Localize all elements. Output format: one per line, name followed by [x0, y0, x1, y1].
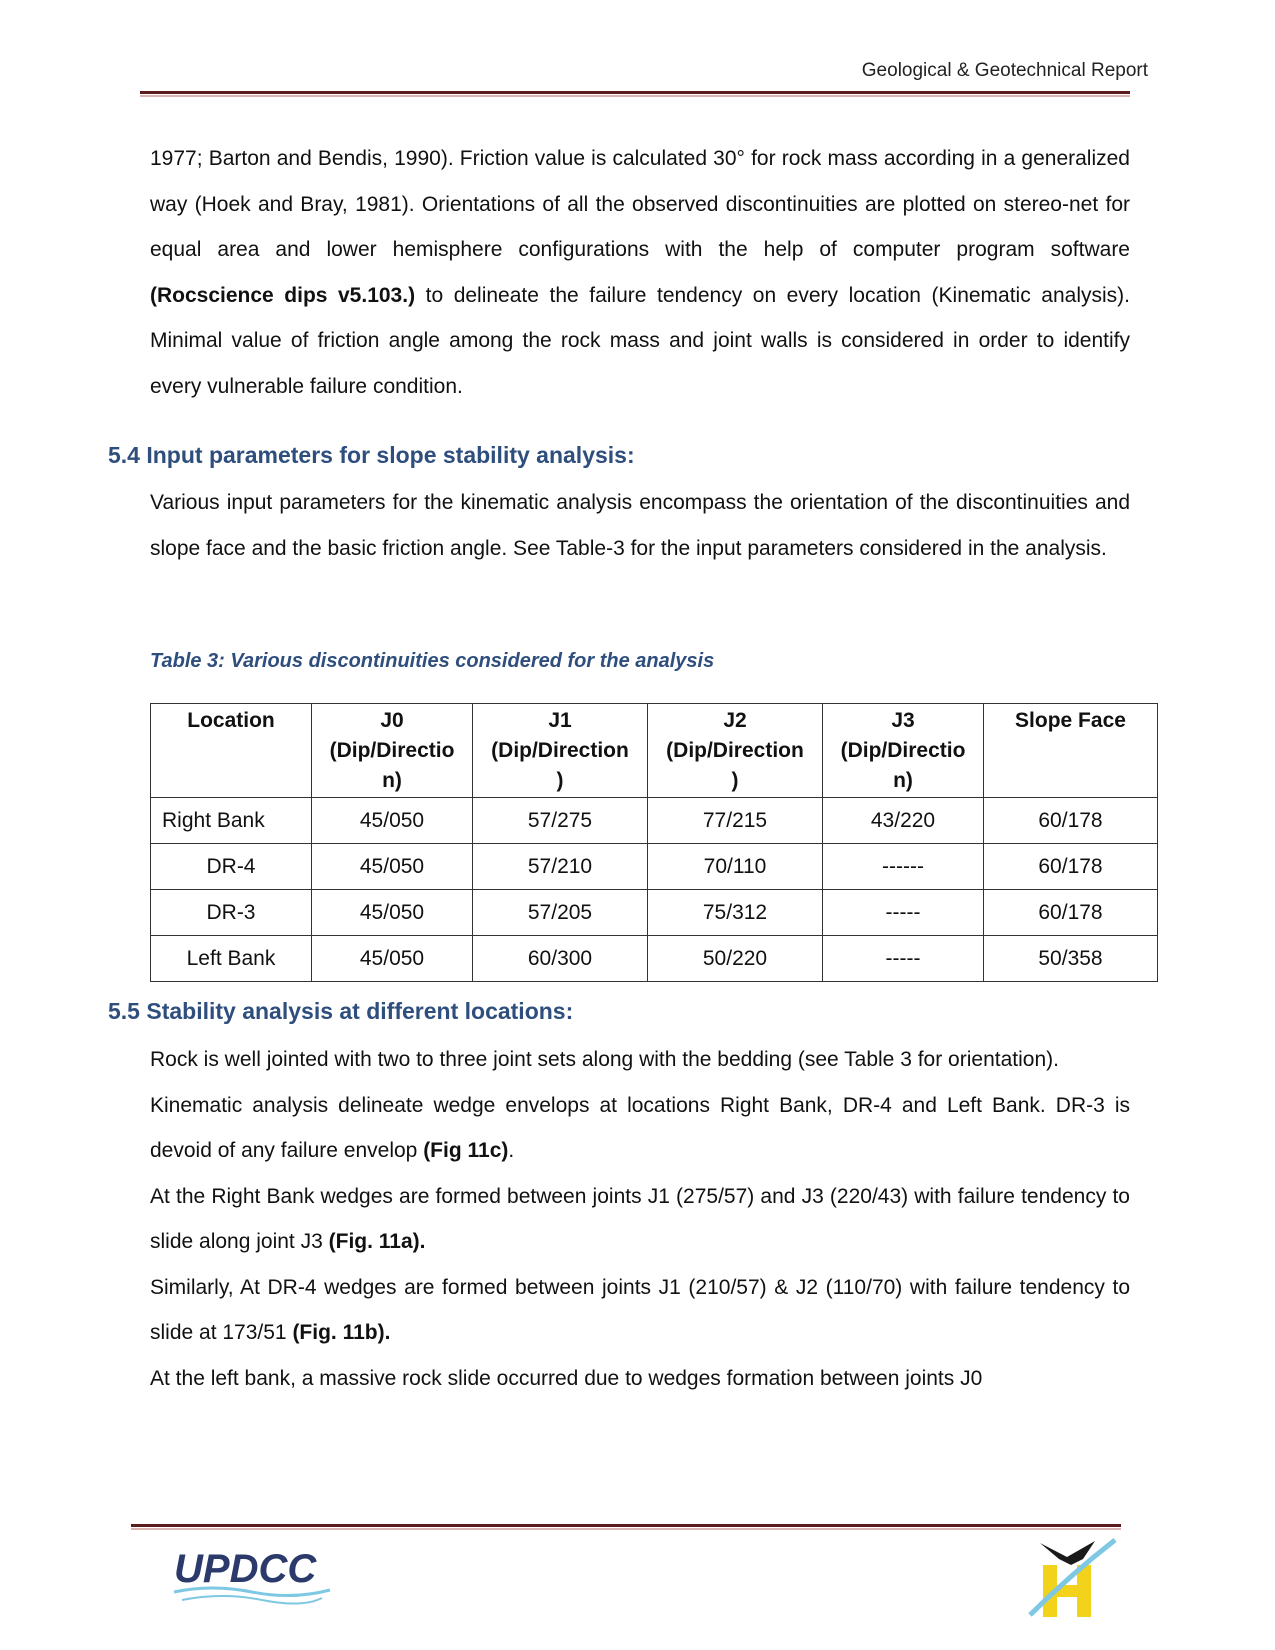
updcc-logo-icon: [172, 1540, 332, 1612]
header-j0: J0 (Dip/Directio n): [312, 704, 473, 798]
paragraph-right-bank: At the Right Bank wedges are formed between joints J1 (275/57) and J3 (220/43) with failure tendency to slide along joint J3 (Fig. 11a).: [150, 1184, 1130, 1253]
section-5-4-heading: 5.4 Input parameters for slope stability analysis:: [108, 442, 635, 468]
table-caption: Table 3: Various discontinuities considered for the analysis: [150, 650, 715, 672]
table-header-row: [151, 704, 1158, 798]
report-title: Geological & Geotechnical Report: [861, 60, 1148, 81]
header-j1: J1 (Dip/Direction ): [473, 704, 648, 798]
section-5-5-body: [150, 1037, 1130, 1401]
updcc-logo-text: UPDCC: [174, 1547, 317, 1591]
paragraph-joint-sets: Rock is well jointed with two to three joint sets along with the bedding (see Table 3 for orientation).: [150, 1048, 1059, 1071]
table-row: Right Bank 45/050 57/275 77/215 43/220 60/178: [151, 798, 1158, 844]
section-5-4-paragraph: [150, 480, 1130, 571]
table-row: DR-4 45/050 57/210 70/110 ------ 60/178: [151, 844, 1158, 890]
section-5-5-heading: 5.5 Stability analysis at different locations:: [108, 998, 574, 1024]
discontinuities-table: [150, 703, 1158, 982]
intro-paragraph: [150, 136, 1130, 409]
input-parameters-text: Various input parameters for the kinematic analysis encompass the orientation of the discontinuities and slope face and the basic friction angle. See Table-3 for the input parameters considered in the analysis.: [150, 491, 1130, 560]
header-slope-face: Slope Face: [984, 704, 1158, 798]
table-row: DR-3 45/050 57/205 75/312 ----- 60/178: [151, 890, 1158, 936]
paragraph-wedge-envelops: Kinematic analysis delineate wedge envelops at locations Right Bank, DR-4 and Left Bank. DR-3 is devoid of any failure envelop (Fig 11c).: [150, 1093, 1130, 1162]
header-location: Location: [151, 704, 312, 798]
header-rule: [140, 91, 1130, 97]
intro-text-2: to delineate the failure tendency on every location (Kinematic analysis). Minimal value of friction angle among the rock mass and joint walls is considered in order to identify every vulnerable failure condition.: [150, 283, 1130, 398]
header-j2: J2 (Dip/Direction ): [648, 704, 823, 798]
paragraph-dr4: Similarly, At DR-4 wedges are formed between joints J1 (210/57) & J2 (110/70) with failure tendency to slide at 173/51 (Fig. 11b).: [150, 1275, 1130, 1344]
intro-text-1: 1977; Barton and Bendis, 1990). Friction value is calculated 30° for rock mass according in a generalized way (Hoek and Bray, 1981). Orientations of all the observed discontinuities are plotted on stereo-net for equal area and lower hemisphere configurations with the help of computer program software: [150, 147, 1130, 261]
software-name: (Rocscience dips v5.103.): [150, 283, 416, 307]
paragraph-left-bank: At the left bank, a massive rock slide occurred due to wedges formation between joints J0: [150, 1366, 983, 1390]
eagle-h-logo-icon: [1025, 1535, 1120, 1620]
table-row: Left Bank 45/050 60/300 50/220 ----- 50/358: [151, 936, 1158, 982]
header-j3: J3 (Dip/Directio n): [823, 704, 984, 798]
footer-rule: [131, 1524, 1121, 1530]
